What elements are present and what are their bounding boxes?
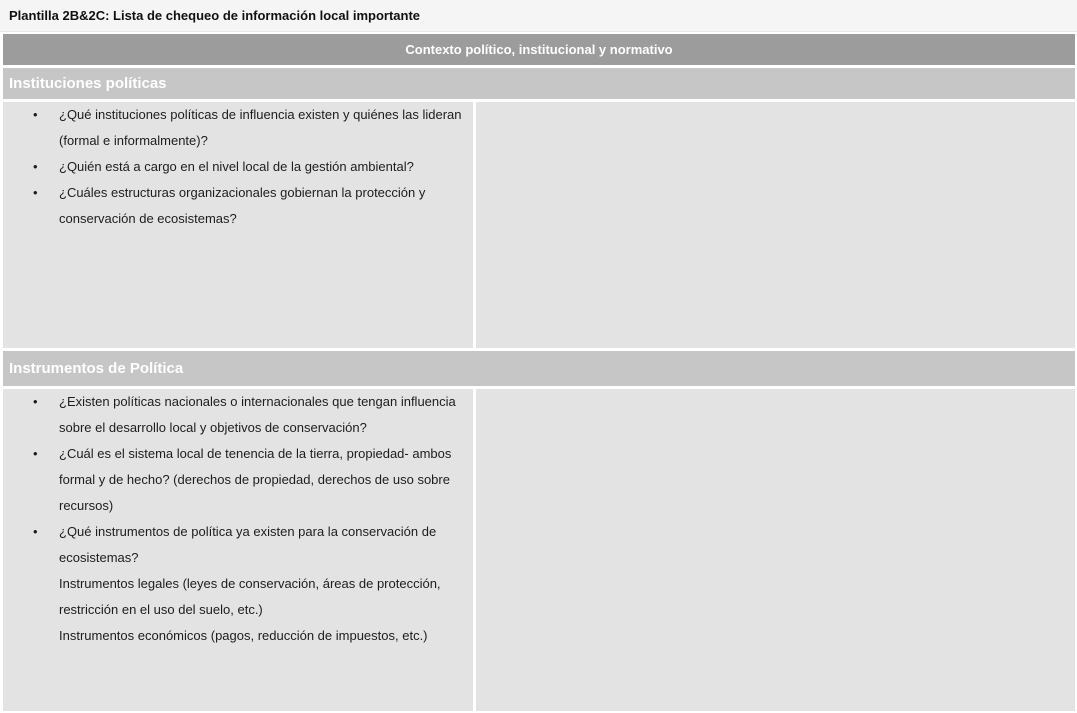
document-header xyxy=(0,0,1077,32)
list-item: • ¿Cuáles estructuras organizacionales gobiernan la protección y conservación de ecosistemas? xyxy=(3,180,473,232)
page-title: Plantilla 2B&2C: Lista de chequeo de información local importante xyxy=(9,8,421,23)
section-heading-instrumentos: Instrumentos de Política xyxy=(3,351,1075,386)
question-list-instrumentos xyxy=(3,389,473,649)
bullet-icon: • xyxy=(33,394,38,409)
list-item: • ¿Existen políticas nacionales o internacionales que tengan influencia sobre el desarrollo local y objetivos de conservación? xyxy=(3,389,473,441)
questions-cell-instrumentos xyxy=(3,389,473,711)
answer-cell-instituciones[interactable] xyxy=(476,102,1075,348)
list-item: • ¿Cuál es el sistema local de tenencia de la tierra, propiedad- ambos formal y de hecho? (derechos de propiedad, derechos de uso sobre recursos) xyxy=(3,441,473,519)
list-item: • ¿Qué instituciones políticas de influencia existen y quiénes las lideran (formal e informalmente)? xyxy=(3,102,473,154)
section-heading-instituciones: Instituciones políticas xyxy=(3,68,1075,99)
table-header: Contexto político, institucional y normativo xyxy=(3,34,1075,65)
bullet-icon: • xyxy=(33,107,38,122)
list-item: • ¿Qué instrumentos de política ya existen para la conservación de ecosistemas? Instrumentos legales (leyes de conservación, áreas de protección, restricción en el uso del suelo, etc.) Instrumentos económicos (pagos, reducción de impuestos, etc.) xyxy=(3,519,473,649)
questions-cell-instituciones xyxy=(3,102,473,348)
list-item: • ¿Quién está a cargo en el nivel local de la gestión ambiental? xyxy=(3,154,473,180)
bullet-icon: • xyxy=(33,524,38,539)
answer-cell-instrumentos[interactable] xyxy=(476,389,1075,711)
question-list-instituciones xyxy=(3,102,473,232)
bullet-icon: • xyxy=(33,446,38,461)
bullet-icon: • xyxy=(33,185,38,200)
bullet-icon: • xyxy=(33,159,38,174)
